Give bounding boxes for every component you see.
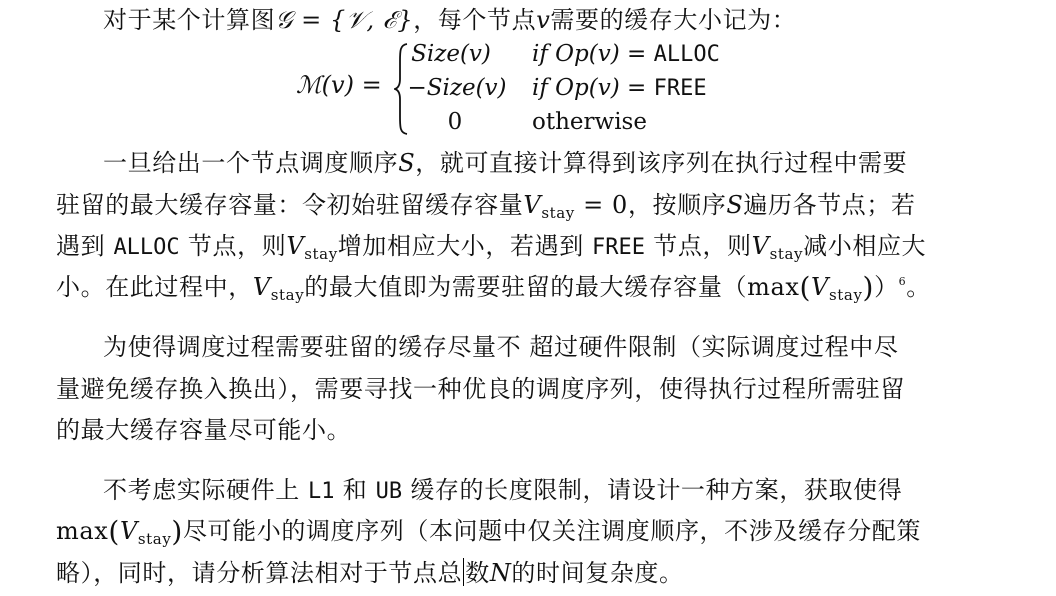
para4-text: 尽可能小的调度序列（本问题中仅关注调度顺序，不涉及缓存分配策 <box>182 517 921 545</box>
para4-text: 略），同时，请分析算法相对于节点总 <box>56 559 463 587</box>
case-2-condition <box>532 75 707 101</box>
var-S: S <box>726 191 744 219</box>
var-V: V <box>811 273 829 301</box>
alloc-keyword: ALLOC <box>113 235 180 260</box>
var-v: v <box>536 6 551 34</box>
var-N: N <box>489 559 512 587</box>
case-1-value: Size(v) <box>411 41 491 67</box>
para4-text: 缓存的长度限制，请设计一种方案，获取使得 <box>402 476 903 504</box>
subscript-stay: stay <box>270 286 305 304</box>
formula-lhs: ℳ(v) = <box>296 71 382 99</box>
para2-text: 。 <box>906 273 931 301</box>
para2-text: 驻留的最大缓存容量：令初始驻留缓存容量 <box>56 191 524 219</box>
case-1-cond-prefix: if Op(v) = <box>532 41 654 67</box>
para2-text: 节点，则 <box>645 232 752 260</box>
para2-line3 <box>56 229 926 265</box>
para2-text: 节点，则 <box>179 232 287 260</box>
para2-text: 遇到 <box>56 232 114 260</box>
para2-text: 的最大值即为需要驻留的最大缓存容量（ <box>304 273 748 301</box>
case-1-cond-op: ALLOC <box>653 42 720 67</box>
subscript-stay: stay <box>304 245 338 263</box>
case-1-condition <box>532 41 720 67</box>
para4-line2: $\max(V_{stay})$尽可能小的调度序列（本问题中仅关注调度顺序，不涉及缓存分配策 <box>56 515 921 548</box>
para2-line4: 小。在此过程中，$V_{stay}$的最大值即为需要驻留的最大缓存容量$(\max(V_{stay}))^6$。 <box>56 271 931 304</box>
subscript-stay: stay <box>137 530 172 548</box>
case-2-value: −Size(v) <box>407 75 507 101</box>
para2-text: ） <box>874 273 899 301</box>
para2-line2 <box>56 188 916 222</box>
case-2-cond-op: FREE <box>653 76 707 101</box>
var-V: V <box>751 232 770 260</box>
footnote-marker[interactable]: 6 <box>898 275 907 288</box>
para1-suffix: 需要的缓存大小记为： <box>550 6 797 34</box>
max-function: max <box>747 273 800 301</box>
subscript-stay: stay <box>769 245 804 263</box>
var-V: V <box>286 232 305 260</box>
piecewise-formula <box>296 39 756 143</box>
para2-text: ，就可直接计算得到该序列在执行过程中需要 <box>415 149 908 177</box>
para4-text: 和 <box>334 476 376 504</box>
para4-line1 <box>103 473 902 509</box>
var-V: V <box>523 191 542 219</box>
case-3-condition <box>532 109 647 135</box>
equals-zero: = 0 <box>574 191 628 219</box>
para4-text: 不考虑实际硬件上 <box>103 476 309 504</box>
para3-line2: 量避免缓存换入换出），需要寻找一种优良的调度序列，使得执行过程所需驻留 <box>56 375 905 403</box>
graph-definition: 𝒢 = {𝒱, ℰ} <box>275 6 414 34</box>
max-function: max <box>56 517 109 545</box>
para2-text: 减小相应大 <box>803 232 927 260</box>
case-2-cond-prefix: if Op(v) = <box>532 75 654 101</box>
para1-line <box>103 3 796 37</box>
l1-keyword: L1 <box>308 479 335 504</box>
para3-line3: 的最大缓存容量尽可能小。 <box>56 416 352 444</box>
var-V: V <box>119 517 138 545</box>
para4-line3 <box>56 556 684 590</box>
ub-keyword: UB <box>375 479 403 504</box>
para2-text: 一旦给出一个节点调度顺序 <box>103 149 399 177</box>
subscript-stay: stay <box>541 204 575 222</box>
para3-line1: 为使得调度过程需要驻留的缓存尽量不 超过硬件限制（实际调度过程中尽 <box>103 333 899 361</box>
subscript-stay: stay <box>828 286 863 304</box>
para4-text: 数 <box>465 559 490 587</box>
para4-text: 的时间复杂度。 <box>511 559 684 587</box>
case-3-cond-prefix: otherwise <box>532 109 647 135</box>
para1-middle: ，每个节点 <box>413 6 537 34</box>
var-V: V <box>252 273 271 301</box>
para2-text: ，按顺序 <box>627 191 727 219</box>
para2-text: 遍历各节点；若 <box>743 191 916 219</box>
var-S: S <box>398 149 416 177</box>
para2-line1 <box>103 146 907 180</box>
case-3-value: 0 <box>447 109 463 135</box>
free-keyword: FREE <box>592 235 646 260</box>
para2-text: 小。在此过程中， <box>56 273 253 301</box>
para1-prefix: 对于某个计算图 <box>103 6 276 34</box>
para2-text: 增加相应大小，若遇到 <box>337 232 593 260</box>
